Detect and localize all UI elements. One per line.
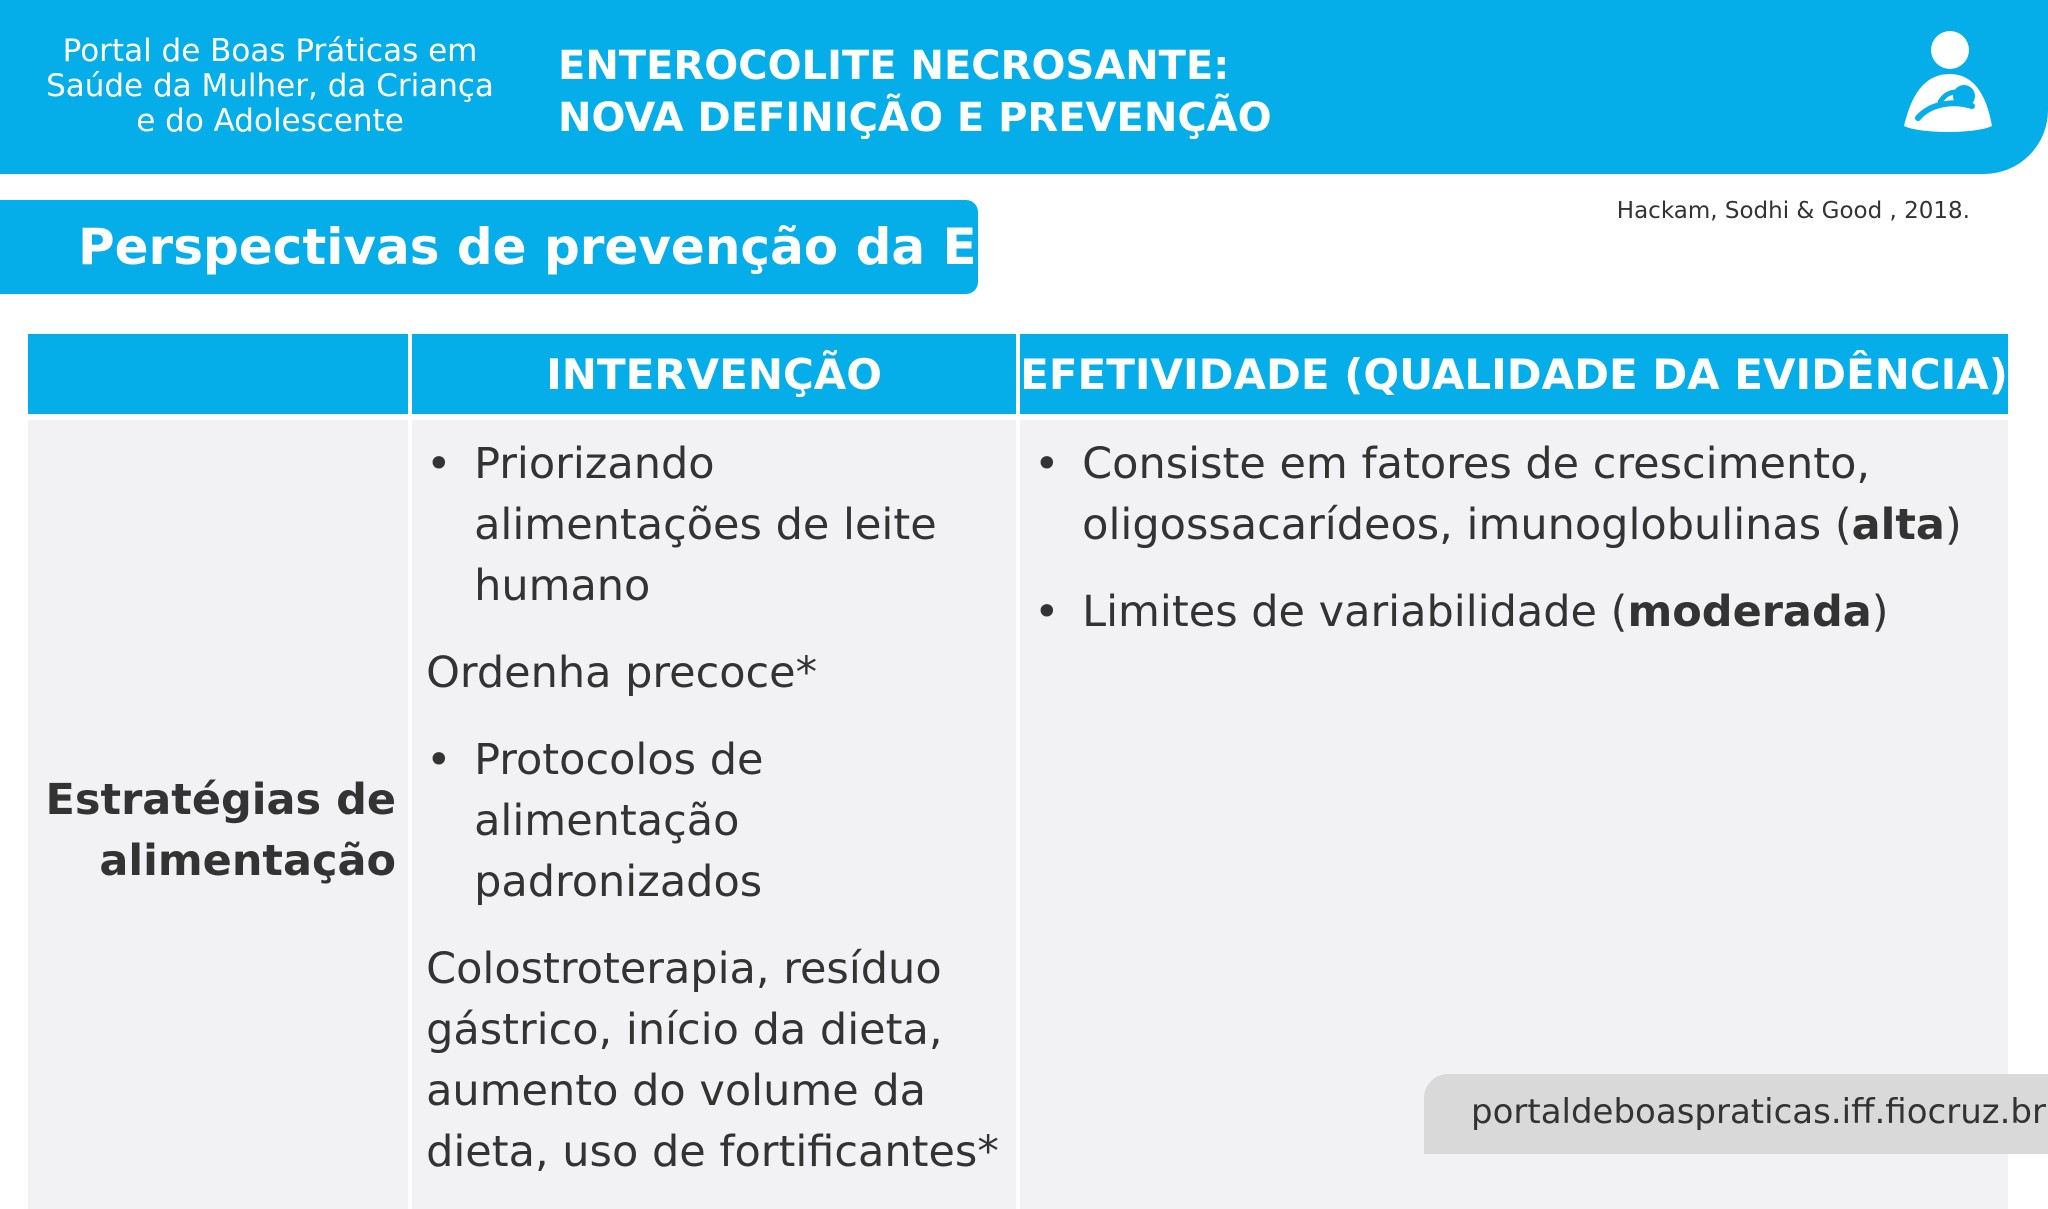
footer-bar: [1424, 1074, 2048, 1154]
intervention-note: Colostroterapia, resíduo gástrico, início da dieta, aumento do volume da dieta, uso de fortificantes*: [426, 944, 999, 1177]
table-header-row: [28, 334, 2008, 420]
evidence-quality: moderada: [1627, 587, 1872, 637]
intervention-note: Ordenha precoce*: [426, 648, 818, 698]
presentation-title-line: ENTEROCOLITE NECROSANTE:: [558, 43, 1230, 89]
intervention-item: • Protocolos de alimentação padronizados: [426, 730, 1002, 913]
presentation-title: [558, 40, 1272, 144]
effectiveness-text-end: ): [1944, 500, 1962, 550]
effectiveness-text: Limites de variabilidade (: [1082, 587, 1628, 637]
effectiveness-item: [1034, 434, 1994, 556]
table-header-intervention: INTERVENÇÃO: [412, 334, 1016, 420]
presentation-title-line: NOVA DEFINIÇÃO E PREVENÇÃO: [558, 95, 1272, 141]
table-header-empty: [28, 334, 408, 420]
intervention-item: • Priorizando alimentações de leite humano: [426, 434, 1002, 617]
intervention-cell: [412, 420, 1016, 1209]
effectiveness-item: [1034, 582, 1994, 643]
evidence-quality: alta: [1851, 500, 1945, 550]
table-header-effectiveness: EFETIVIDADE (QUALIDADE DA EVIDÊNCIA): [1020, 334, 2008, 420]
row-label: Estratégias de alimentação: [28, 420, 408, 1209]
section-title-box: [0, 200, 1056, 294]
effectiveness-text-end: ): [1871, 587, 1889, 637]
effectiveness-text: Consiste em fatores de crescimento, oligossacarídeos, imunoglobulinas (: [1082, 439, 1871, 550]
portal-name: [40, 34, 500, 139]
footer-url: portaldeboaspraticas.iff.fiocruz.br: [1471, 1092, 2046, 1132]
header-banner: [0, 0, 2048, 174]
portal-name-line: e do Adolescente: [136, 103, 404, 139]
portal-name-line: Portal de Boas Práticas em: [62, 33, 478, 69]
mother-breastfeeding-icon: [1900, 30, 1996, 142]
section-title: Perspectivas de prevenção da ECN: [78, 218, 1056, 276]
citation: Hackam, Sodhi & Good , 2018.: [1616, 198, 1970, 224]
portal-name-line: Saúde da Mulher, da Criança: [46, 68, 494, 104]
